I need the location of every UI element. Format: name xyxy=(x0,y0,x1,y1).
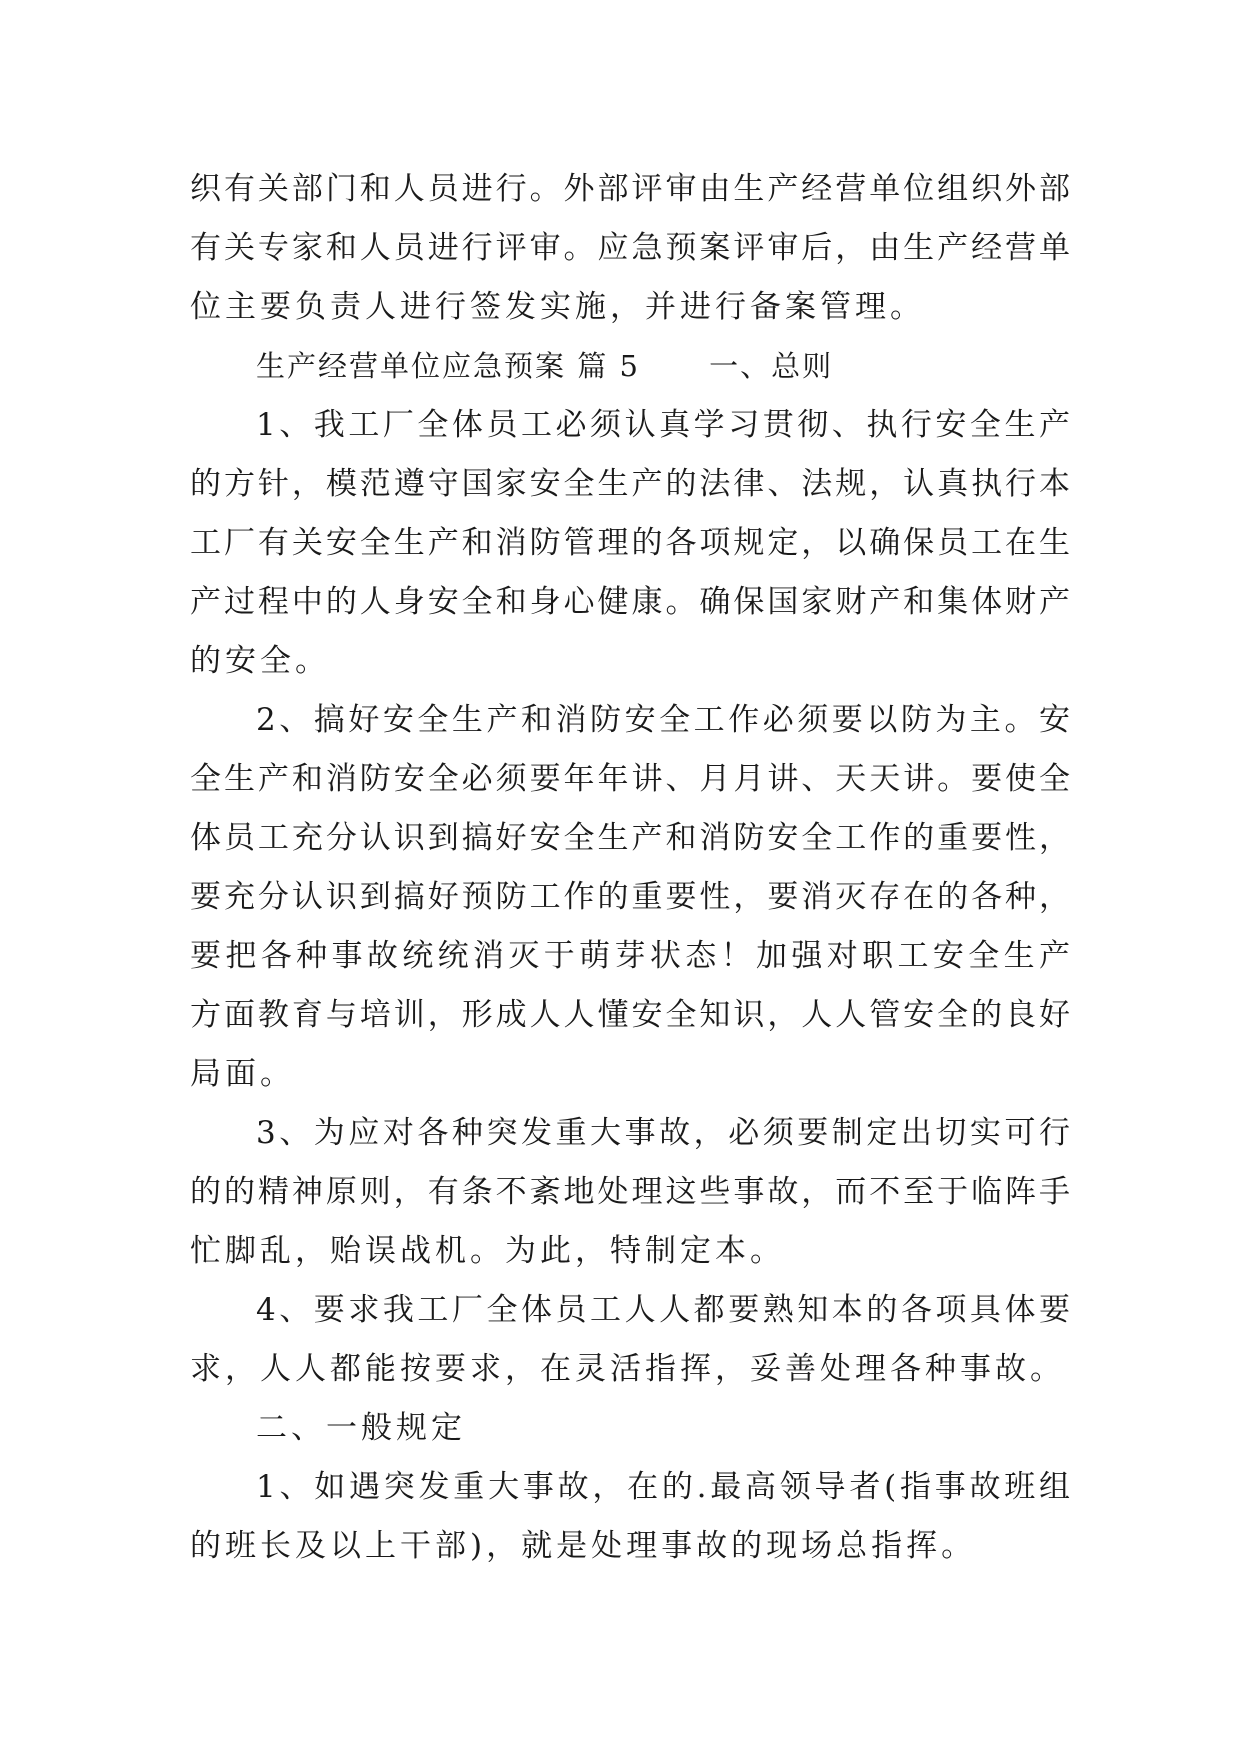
text-line: 位主要负责人进行签发实施，并进行备案管理。 xyxy=(190,289,925,325)
text-line: 忙脚乱，贻误战机。为此，特制定本。 xyxy=(190,1233,785,1269)
document-body xyxy=(190,160,1070,1576)
text-line: 局面。 xyxy=(190,1056,295,1092)
document-title: 生产经营单位应急预案 xyxy=(256,349,567,383)
text-line: 要充分认识到搞好预防工作的重要性，要消灭存在的各种， xyxy=(190,879,1070,915)
text-line: 1、如遇突发重大事故，在的.最高领导者(指事故班组 xyxy=(256,1469,1070,1505)
text-line: 的的精神原则，有条不紊地处理这些事故，而不至于临阵手 xyxy=(190,1174,1070,1210)
section-heading: 二、一般规定 xyxy=(256,1410,466,1446)
text-line: 4、要求我工厂全体员工人人都要熟知本的各项具体要 xyxy=(256,1292,1070,1328)
text-line: 产过程中的人身安全和身心健康。确保国家财产和集体财产 xyxy=(190,584,1070,620)
text-line: 的班长及以上干部)，就是处理事故的现场总指挥。 xyxy=(190,1528,977,1564)
part-number: 篇 5 xyxy=(577,349,640,383)
section-heading xyxy=(190,337,1070,396)
section-title: 一、总则 xyxy=(709,349,834,383)
text-line: 的安全。 xyxy=(190,643,330,679)
text-line: 织有关部门和人员进行。外部评审由生产经营单位组织外部 xyxy=(190,171,1070,207)
text-line: 的方针，模范遵守国家安全生产的法律、法规，认真执行本 xyxy=(190,466,1070,502)
text-line: 体员工充分认识到搞好安全生产和消防安全工作的重要性， xyxy=(190,820,1070,856)
text-line: 1、我工厂全体员工必须认真学习贯彻、执行安全生产 xyxy=(256,407,1070,443)
text-line: 要把各种事故统统消灭于萌芽状态！加强对职工安全生产 xyxy=(190,938,1070,974)
text-line: 3、为应对各种突发重大事故，必须要制定出切实可行 xyxy=(256,1115,1070,1151)
text-line: 工厂有关安全生产和消防管理的各项规定，以确保员工在生 xyxy=(190,525,1070,561)
text-line: 方面教育与培训，形成人人懂安全知识，人人管安全的良好 xyxy=(190,997,1070,1033)
text-line: 2、搞好安全生产和消防安全工作必须要以防为主。安 xyxy=(256,702,1070,738)
text-line: 有关专家和人员进行评审。应急预案评审后，由生产经营单 xyxy=(190,230,1070,266)
text-line: 全生产和消防安全必须要年年讲、月月讲、天天讲。要使全 xyxy=(190,761,1070,797)
text-line: 求，人人都能按要求，在灵活指挥，妥善处理各种事故。 xyxy=(190,1351,1065,1387)
